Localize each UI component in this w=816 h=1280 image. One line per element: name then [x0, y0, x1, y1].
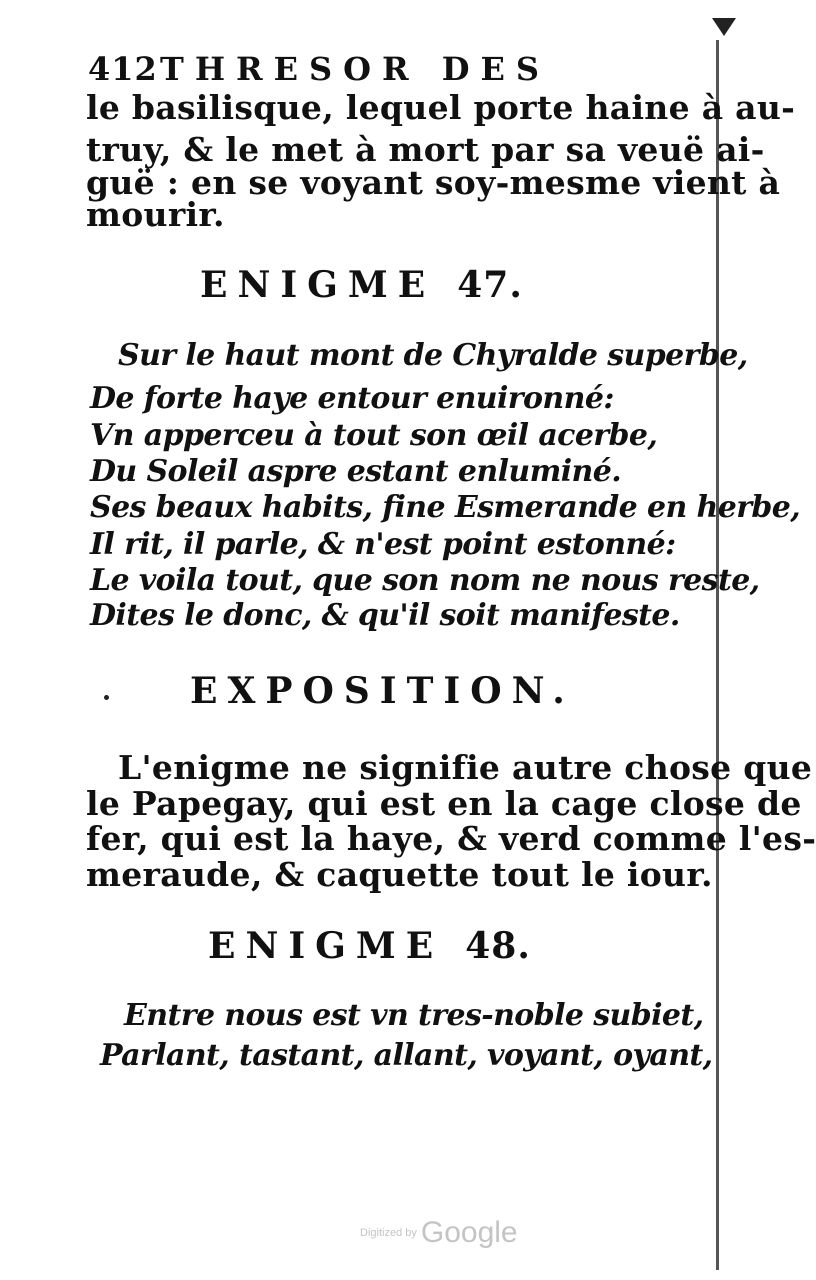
digitized-label: Digitized by: [360, 1227, 417, 1239]
page-corner-mark: [712, 18, 736, 36]
section-heading: EXPOSITION.: [190, 670, 575, 712]
prose-line: le basilisque, lequel porte haine à au-: [86, 88, 796, 127]
prose-line: truy, & le met à mort par sa veuë ai-: [86, 130, 765, 169]
prose-line: L'enigme ne signifie autre chose que: [118, 748, 813, 787]
running-header: [88, 50, 550, 88]
verse-line: De forte haye entour enuironné:: [90, 381, 614, 416]
heading-number: 47.: [457, 264, 523, 306]
prose-line: fer, qui est la haye, & verd comme l'es-: [86, 819, 816, 858]
section-heading: [208, 925, 531, 967]
section-heading: [200, 264, 523, 306]
heading-label: ENIGME: [200, 264, 436, 306]
heading-number: 48.: [465, 925, 531, 967]
prose-line: mourir.: [86, 195, 225, 234]
prose-line: meraude, & caquette tout le iour.: [86, 855, 713, 894]
heading-label: ENIGME: [208, 925, 444, 967]
verse-line: Il rit, il parle, & n'est point estonné:: [90, 527, 676, 562]
verse-line: Du Soleil aspre estant enluminé.: [90, 454, 622, 489]
verse-line: Entre nous est vn tres-noble subiet,: [124, 998, 704, 1033]
prose-line: guë : en se voyant soy-mesme vient à: [86, 163, 781, 202]
google-wordmark: Google: [420, 1216, 518, 1249]
verse-line: Dites le donc, & qu'il soit manifeste.: [90, 598, 680, 633]
prose-line: le Papegay, qui est en la cage close de: [86, 784, 802, 823]
page-edge: [716, 40, 719, 1270]
verse-line: Sur le haut mont de Chyralde superbe,: [118, 338, 748, 373]
page-number: 412: [88, 50, 158, 88]
verse-line: Parlant, tastant, allant, voyant, oyant,: [100, 1038, 713, 1073]
verse-line: Ses beaux habits, fine Esmerande en herbe,: [90, 490, 801, 525]
running-title: THRESOR DES: [160, 50, 550, 88]
digitization-credit: [360, 1216, 518, 1250]
verse-line: Le voila tout, que son nom ne nous reste,: [90, 563, 760, 598]
ink-speck: [104, 695, 109, 700]
verse-line: Vn apperceu à tout son œil acerbe,: [90, 418, 658, 453]
